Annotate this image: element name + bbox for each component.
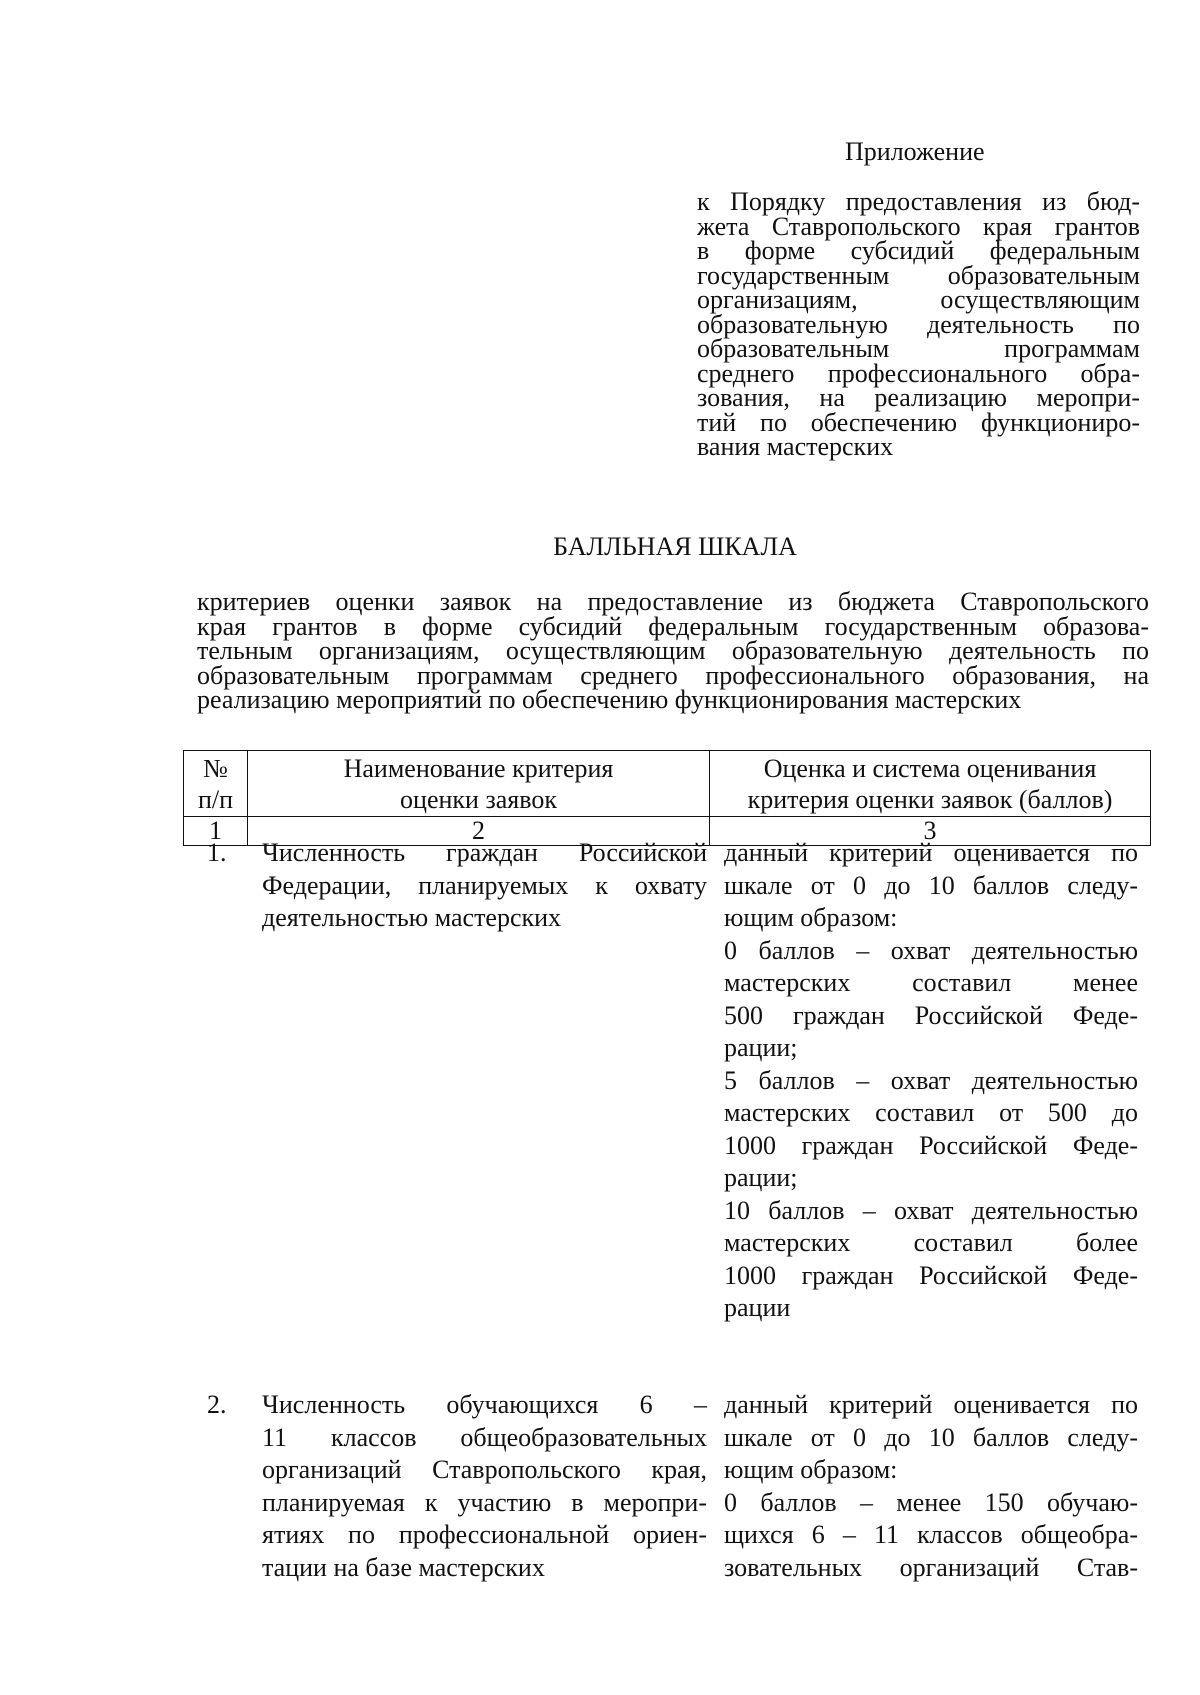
evaluation-line: шкале от 0 до 10 баллов следу- bbox=[724, 1422, 1138, 1452]
evaluation-line: рации; bbox=[724, 1033, 798, 1062]
subtitle-line: тельным организациям, осуществляющим образовательную деятельность по bbox=[197, 636, 1149, 665]
appendix-line: вания мастерских bbox=[697, 432, 894, 461]
header-cell-line: оценки заявок bbox=[400, 784, 557, 814]
evaluation-line: ющим образом: bbox=[724, 903, 898, 932]
evaluation-line: зовательных организаций Став- bbox=[724, 1552, 1138, 1582]
evaluation-line: 0 баллов – менее 150 обучаю- bbox=[724, 1487, 1138, 1517]
criterion-name-line: деятельностью мастерских bbox=[262, 903, 562, 932]
evaluation-line: мастерских составил от 500 до bbox=[724, 1098, 1138, 1127]
appendix-line: среднего профессионального обра- bbox=[697, 358, 1140, 388]
appendix-line: государственным образовательным bbox=[697, 260, 1140, 290]
header-cell-evaluation bbox=[710, 751, 1151, 817]
subtitle-line: реализацию мероприятий по обеспечению функционирования мастерских bbox=[197, 685, 1022, 714]
evaluation-line: щихся 6 – 11 классов общеобра- bbox=[724, 1520, 1138, 1549]
criterion-name bbox=[262, 1389, 707, 1584]
evaluation-line: 500 граждан Российской Феде- bbox=[724, 1000, 1138, 1030]
header-cell-line: п/п bbox=[197, 784, 234, 814]
appendix-title: Приложение bbox=[845, 137, 985, 166]
criterion-name-line: Численность граждан Российской bbox=[262, 838, 707, 867]
subtitle-line: края грантов в форме субсидий федеральным государственным образова- bbox=[197, 611, 1149, 641]
criterion-name-line: планируемая к участию в меропри- bbox=[262, 1487, 707, 1517]
evaluation-line: рации; bbox=[724, 1163, 798, 1192]
header-row bbox=[184, 751, 1151, 817]
evaluation-line: рации bbox=[724, 1293, 791, 1322]
criterion-row bbox=[207, 1389, 1138, 1589]
appendix-line: организациям, осуществляющим bbox=[697, 285, 1140, 314]
appendix-line: образовательную деятельность по bbox=[697, 309, 1140, 339]
document-title: БАЛЛЬНАЯ ШКАЛА bbox=[553, 532, 797, 561]
evaluation-line: мастерских составил менее bbox=[724, 968, 1138, 997]
criterion-evaluation bbox=[724, 837, 1138, 1325]
appendix-text bbox=[697, 187, 1140, 461]
criterion-number: 1. bbox=[207, 838, 227, 867]
criterion-name-line: Численность обучающихся 6 – bbox=[262, 1390, 707, 1419]
criteria-table-header bbox=[183, 750, 1151, 846]
evaluation-line: данный критерий оценивается по bbox=[724, 1390, 1138, 1419]
appendix-line: в форме субсидий федеральным bbox=[697, 236, 1140, 265]
evaluation-line: 1000 граждан Российской Феде- bbox=[724, 1130, 1138, 1160]
criterion-name-line: Федерации, планируемых к охвату bbox=[262, 870, 707, 900]
appendix-line: зования, на реализацию меропри- bbox=[697, 383, 1140, 412]
header-cell-number bbox=[184, 751, 248, 817]
evaluation-line: мастерских составил более bbox=[724, 1228, 1138, 1257]
criterion-name-line: организаций Ставропольского края, bbox=[262, 1455, 707, 1484]
evaluation-line: шкале от 0 до 10 баллов следу- bbox=[724, 870, 1138, 900]
column-number: 3 bbox=[710, 817, 1151, 846]
header-cell-line: Оценка и система оценивания bbox=[763, 753, 1097, 783]
appendix-line: образовательным программам bbox=[697, 334, 1140, 363]
header-cell-line: критерия оценки заявок (баллов) bbox=[747, 784, 1113, 814]
criterion-name-line: тации на базе мастерских bbox=[262, 1552, 545, 1582]
criterion-number: 2. bbox=[207, 1390, 227, 1419]
subtitle-line: критериев оценки заявок на предоставление из бюджета Ставропольского bbox=[197, 587, 1149, 616]
criterion-evaluation bbox=[724, 1389, 1138, 1584]
criterion-name-line: 11 классов общеобразовательных bbox=[262, 1422, 707, 1452]
criterion-name-line: ятиях по профессиональной ориен- bbox=[262, 1520, 707, 1549]
evaluation-line: 0 баллов – охват деятельностью bbox=[724, 935, 1138, 965]
header-cell-criterion-name bbox=[248, 751, 710, 817]
header-cell-line: № bbox=[203, 753, 228, 783]
evaluation-line: ющим образом: bbox=[724, 1455, 898, 1484]
appendix-line: к Порядку предоставления из бюд- bbox=[697, 187, 1140, 216]
criterion-row bbox=[207, 837, 1138, 1327]
evaluation-line: 5 баллов – охват деятельностью bbox=[724, 1065, 1138, 1095]
evaluation-line: данный критерий оценивается по bbox=[724, 838, 1138, 867]
evaluation-line: 10 баллов – охват деятельностью bbox=[724, 1195, 1138, 1225]
header-cell-line: Наименование критерия bbox=[343, 753, 614, 783]
document-subtitle bbox=[197, 587, 1149, 714]
subtitle-line: образовательным программам среднего профессионального образования, на bbox=[197, 660, 1149, 690]
column-number: 1 bbox=[184, 817, 248, 846]
criterion-name bbox=[262, 837, 707, 935]
appendix-line: жета Ставропольского края грантов bbox=[697, 211, 1140, 241]
column-number: 2 bbox=[248, 817, 710, 846]
appendix-line: тий по обеспечению функциониро- bbox=[697, 407, 1140, 437]
evaluation-line: 1000 граждан Российской Феде- bbox=[724, 1260, 1138, 1290]
